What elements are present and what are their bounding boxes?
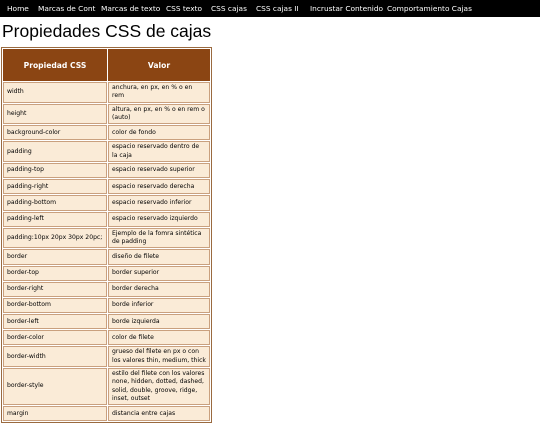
nav-link-incrustar-contenido[interactable]: Incrustar Contenido <box>310 4 384 13</box>
value-cell: border derecha <box>108 282 210 297</box>
value-cell: borde izquierda <box>108 314 210 329</box>
property-cell: width <box>3 82 107 103</box>
table-row <box>3 330 210 345</box>
nav-link-comportamiento-cajas[interactable]: Comportamiento Cajas <box>387 4 472 13</box>
property-cell: border-width <box>3 346 107 367</box>
nav-link-marcas-de-cont[interactable]: Marcas de Cont <box>38 4 96 13</box>
property-cell: padding-bottom <box>3 195 107 210</box>
value-cell: espacio reservado izquierdo <box>108 212 210 227</box>
table-row <box>3 266 210 281</box>
nav-link-css-cajas-ii[interactable]: CSS cajas II <box>256 4 299 13</box>
value-cell: anchura, en px, en % o en rem <box>108 82 210 103</box>
table-row <box>3 163 210 178</box>
value-cell: color de fondo <box>108 125 210 140</box>
value-cell: distancia entre cajas <box>108 406 210 421</box>
table-row <box>3 406 210 421</box>
property-cell: border <box>3 249 107 264</box>
value-cell: altura, en px, en % o en rem o (auto) <box>108 104 210 125</box>
table-row <box>3 125 210 140</box>
nav-link-css-cajas[interactable]: CSS cajas <box>211 4 247 13</box>
table-row <box>3 212 210 227</box>
value-cell: diseño de filete <box>108 249 210 264</box>
value-cell: borde inferior <box>108 298 210 313</box>
property-cell: padding-right <box>3 179 107 194</box>
table-row <box>3 314 210 329</box>
value-cell: espacio reservado dentro de la caja <box>108 141 210 162</box>
table-row <box>3 104 210 125</box>
property-cell: padding:10px 20px 30px 20pc; <box>3 228 107 249</box>
property-cell: background-color <box>3 125 107 140</box>
table-row <box>3 195 210 210</box>
table-row <box>3 179 210 194</box>
value-cell: border superior <box>108 266 210 281</box>
property-cell: border-top <box>3 266 107 281</box>
property-cell: padding-left <box>3 212 107 227</box>
table-row <box>3 282 210 297</box>
nav-link-css-texto[interactable]: CSS texto <box>166 4 203 13</box>
page-title: Propiedades CSS de cajas <box>2 21 212 41</box>
table-row <box>3 346 210 367</box>
nav-link-home[interactable]: Home <box>7 4 29 13</box>
css-properties-table <box>1 47 212 423</box>
property-cell: padding <box>3 141 107 162</box>
table-row <box>3 298 210 313</box>
nav-link-marcas-de-texto[interactable]: Marcas de texto <box>101 4 161 13</box>
property-cell: border-color <box>3 330 107 345</box>
table-row <box>3 249 210 264</box>
property-cell: border-left <box>3 314 107 329</box>
property-cell: height <box>3 104 107 125</box>
value-cell: grueso del filete en px o con los valores thin, medium, thick <box>108 346 210 367</box>
property-cell: margin <box>3 406 107 421</box>
table-row <box>3 141 210 162</box>
property-cell: border-right <box>3 282 107 297</box>
value-cell: espacio reservado superior <box>108 163 210 178</box>
table-row <box>3 368 210 405</box>
top-navigation <box>0 0 540 17</box>
property-cell: border-style <box>3 368 107 405</box>
value-cell: color de filete <box>108 330 210 345</box>
value-cell: espacio reservado inferior <box>108 195 210 210</box>
property-cell: border-bottom <box>3 298 107 313</box>
table-row <box>3 82 210 103</box>
table-header-row <box>3 49 210 81</box>
value-cell: estilo del filete con los valores none, hidden, dotted, dashed, solid, double, groove, ridge, inset, outset <box>108 368 210 405</box>
value-cell: espacio reservado derecha <box>108 179 210 194</box>
value-cell: Ejemplo de la fomra sintética de padding <box>108 228 210 249</box>
table-row <box>3 228 210 249</box>
column-header-property: Propiedad CSS <box>3 49 107 81</box>
property-cell: padding-top <box>3 163 107 178</box>
column-header-value: Valor <box>108 49 210 81</box>
